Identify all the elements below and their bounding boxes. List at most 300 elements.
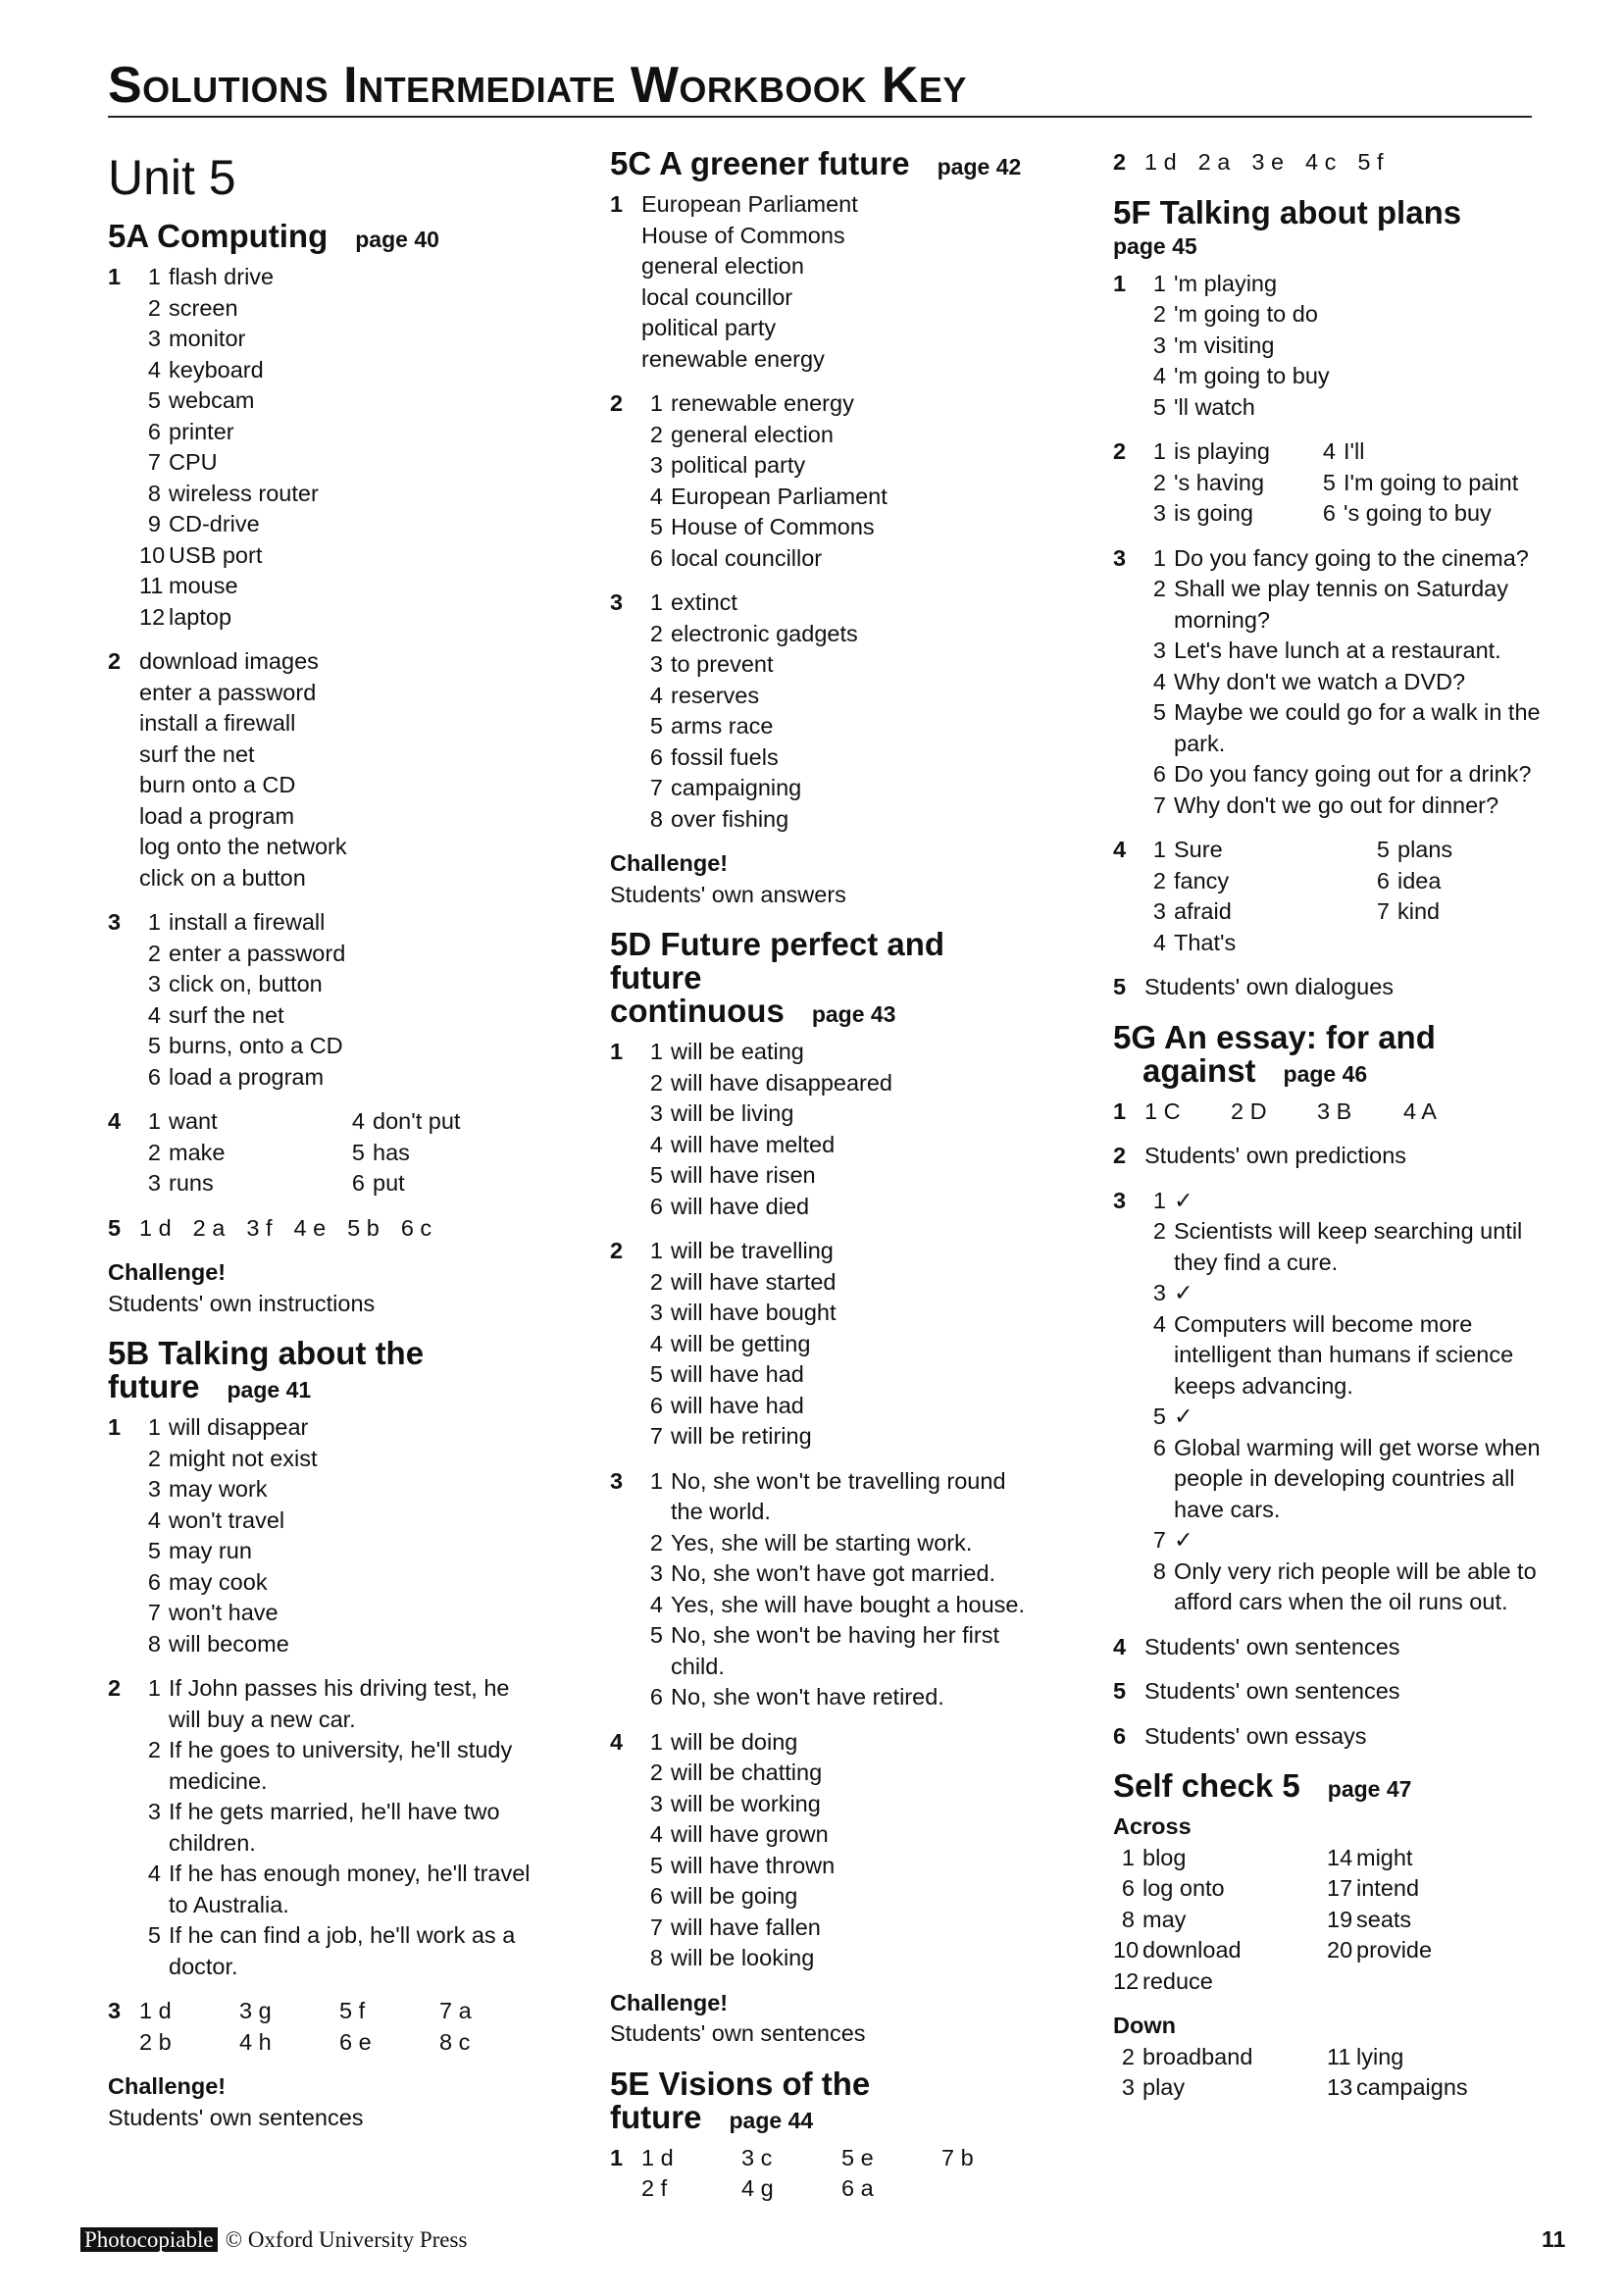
answer-item [139,293,539,325]
item-text: will have had [671,1361,804,1387]
answer-item [1144,835,1360,866]
photocopiable-badge: Photocopiable [80,2227,218,2252]
item-text: Yes, she will be starting work. [671,1529,973,1556]
answer-line: install a firewall [139,710,296,736]
item-number: 5 [147,387,161,413]
section-5c-heading: 5C A greener future page 42 [610,145,1022,181]
item-number: 8 [649,805,663,832]
item-text: will be doing [671,1728,798,1755]
ex-5g-2: 2 Students' own predictions [1113,1143,1407,1168]
ex-5b-2: 2 1 If John passes his driving test, he will buy a new car. 2 If he goes to university, he'll study medicine. 3 If he gets married, he'll have two children. 4 If he has enough money, he'll travel to Australia. 5 If he can find a job, he'll work as a doctor. [108,1673,539,1982]
item-number: 1 [649,390,663,416]
ex-5a-5: 5 1 d 2 a 3 f 4 e 5 b 6 c [108,1213,539,1245]
item-number: 6 [649,743,663,770]
answer-item [641,1528,1041,1559]
item-number: 8 [649,1945,663,1970]
column-1 [108,147,539,2147]
answer-pair: 5 b [347,1214,380,1241]
answer-item [641,1851,1041,1882]
item-number: 4 [1152,668,1166,694]
item-number: 7 [1376,898,1390,924]
ex-5c-2: 2 1 renewable energy 2 general election 3 political party 4 European Parliament 5 House of Commons 6 local councillor [610,388,1041,574]
answer-item [641,1758,1041,1789]
answer-item [1144,468,1306,499]
item-number: 12 [1113,1967,1140,1994]
page-banner-title: Solutions Intermediate Workbook Key [108,55,1532,118]
item-text: will have had [671,1392,804,1418]
item-number: 1 [649,1039,663,1064]
answer-item [641,773,1041,804]
answer-item [1144,1402,1545,1433]
answer-pair: 2 b [139,2028,172,2055]
item-text: may work [169,1476,268,1502]
ex-5g-5: 5 Students' own sentences [1113,1678,1400,1704]
answer-pair: 4 g [741,2175,774,2201]
item-text: will have risen [671,1162,816,1188]
answer-item [641,420,1041,451]
answer-line: local councillor [641,283,793,310]
answer-pair: 2 a [192,1214,226,1241]
answer-item [139,1797,539,1859]
item-number: 2 [147,940,161,966]
ex-5e-2: 2 1 d 2 a 3 e 4 c 5 f [1113,147,1545,179]
answer-item [1113,1935,1319,1966]
item-number: 5 [649,713,663,739]
answer-item [139,1474,539,1505]
answer-item [139,509,539,540]
answer-pair: 6 c [400,1214,432,1241]
item-text: over fishing [671,805,789,832]
item-number: 3 [649,452,663,478]
item-text: will become [169,1630,289,1657]
section-5g-heading: 5G An essay: for and against page 46 [1113,1018,1436,1089]
item-number: 2 [649,1529,663,1556]
item-number: 5 [649,1622,663,1648]
item-text: 's having [1174,469,1265,495]
answer-item [1144,299,1545,331]
item-number: 2 [1152,867,1166,893]
answer-pair: 3 f [246,1214,273,1241]
item-number: 3 [649,651,663,677]
answer-item [1113,1873,1319,1905]
answer-item [641,711,1041,742]
item-number: 3 [1152,500,1166,526]
item-number: 1 [649,1728,663,1755]
answer-item [641,1068,1041,1099]
item-text: Computers will become more intelligent than humans if science keeps advancing. [1174,1310,1514,1399]
answer-item [641,1943,1041,1974]
answer-item [1327,1873,1545,1905]
item-text: idea [1397,867,1442,893]
item-number: 3 [147,971,161,996]
item-number: 6 [351,1170,365,1196]
answer-item [139,939,539,970]
answer-line: log onto the network [139,834,347,859]
item-text: I'm going to paint [1344,469,1519,495]
item-number: 2 [649,421,663,447]
ex-5c-1: 1 European Parliament House of Commons general election local councillor political party renewable energy [610,189,1041,375]
answer-item [641,450,1041,482]
item-text: will be chatting [671,1760,823,1785]
answer-item [641,512,1041,543]
item-text: Why don't we watch a DVD? [1174,668,1466,694]
item-number: 7 [1152,791,1166,818]
item-number: 1 [147,909,161,935]
item-text: may cook [169,1568,268,1595]
section-5e-heading: 5E Visions of the future page 44 [610,2065,871,2135]
item-number: 8 [1152,1557,1166,1584]
section-5d-heading: 5D Future perfect and future continuous page 43 [610,926,945,1029]
answer-line: enter a password [139,679,317,705]
item-text: arms race [671,713,774,739]
answer-item [139,571,539,602]
item-text: log onto [1142,1875,1225,1901]
answer-item [1314,436,1545,468]
answer-item [1113,1966,1319,1998]
answer-pair: 2 f [641,2175,668,2201]
section-5f-heading: 5F Talking about plans page 45 [1113,193,1462,259]
item-number: 1 [147,1675,161,1701]
answer-item [641,1098,1041,1130]
answer-pair: 1 d [641,2144,674,2170]
item-number: 4 [649,682,663,708]
item-number: 4 [649,1821,663,1847]
item-text: make [169,1139,226,1165]
item-number: 4 [147,1506,161,1533]
answer-line: surf the net [139,740,255,767]
answer-pair: 2 D [1231,1097,1267,1124]
answer-line: political party [641,315,777,340]
item-number: 1 [1152,438,1166,464]
item-number: 2 [147,1737,161,1762]
answer-pair: 4 h [239,2028,272,2055]
item-text: CPU [169,449,218,475]
answer-item [1144,543,1545,575]
answer-item [139,1031,539,1062]
item-number: 5 [147,1033,161,1058]
item-text: flash drive [169,264,275,289]
item-number: 8 [147,1630,161,1657]
item-number: 1 [147,1414,161,1440]
item-text: will have disappeared [671,1069,893,1096]
item-text: European Parliament [671,483,888,509]
answer-item [139,1859,539,1920]
answer-item [139,540,539,572]
answer-item [1327,1905,1545,1936]
item-number: 6 [1152,1434,1166,1460]
answer-item [1144,574,1545,636]
answer-item [139,479,539,510]
answer-item [1327,1935,1545,1966]
item-number: 4 [649,1330,663,1356]
answer-item [139,907,539,939]
answer-item [139,602,539,634]
answer-item [1113,2072,1319,2104]
item-number: 13 [1327,2074,1353,2100]
item-number: 8 [147,480,161,506]
item-text: USB port [169,541,263,568]
answer-item [139,324,539,355]
answer-item [1144,1186,1545,1217]
item-number: 5 [147,1922,161,1948]
answer-item [1327,1843,1545,1874]
item-text: 's going to buy [1344,500,1492,526]
answer-item [1368,928,1545,959]
answer-item [1327,2072,1545,2104]
answer-item [641,388,1041,420]
item-text: 'm going to buy [1174,363,1330,388]
page-number: 11 [1542,2226,1566,2252]
item-text: CD-drive [169,511,260,536]
answer-item [641,1130,1041,1161]
item-number: 7 [1152,1527,1166,1553]
answer-item [139,262,539,293]
answer-item [641,619,1041,650]
item-number: 4 [147,1861,161,1886]
answer-item [139,1444,539,1475]
answer-item [641,1192,1041,1223]
item-text: campaigning [671,775,802,800]
answer-pair: 3 e [1251,149,1285,175]
answer-item [1144,1278,1545,1309]
item-text: don't put [373,1108,461,1134]
item-number: 6 [147,1063,161,1090]
answer-item [139,1629,539,1660]
answer-pair: 4 A [1403,1097,1437,1124]
answer-item [641,1558,1041,1590]
answer-item [1314,468,1545,499]
item-number: 2 [1152,469,1166,495]
ex-5d-4: 4 1 will be doing 2 will be chatting 3 will be working 4 will have grown 5 will have thrown 6 will be going 7 will have fallen 8 will be looking [610,1727,1041,1974]
answer-item [343,1138,539,1169]
answer-line: House of Commons [641,222,845,248]
item-number: 2 [1152,1218,1166,1244]
item-number: 5 [351,1139,365,1165]
answer-item [641,543,1041,575]
item-text: Scientists will keep searching until they find a cure. [1174,1218,1523,1275]
item-text: Do you fancy going to the cinema? [1174,544,1529,571]
item-text: will have thrown [671,1852,836,1878]
item-number: 3 [147,1799,161,1824]
answer-pair: 8 c [439,2028,471,2055]
item-number: 4 [649,1131,663,1157]
item-number: 7 [147,449,161,475]
answer-item [641,1620,1041,1682]
item-number: 5 [147,1538,161,1563]
item-number: 2 [147,1139,161,1165]
item-text: will be living [671,1100,794,1126]
item-number: 1 [1152,270,1166,296]
answer-item [139,355,539,386]
item-number: 1 [1121,1844,1135,1870]
down-list [1113,2042,1545,2104]
item-text: kind [1397,898,1441,924]
item-number: 1 [1152,837,1166,862]
item-number: 3 [1152,332,1166,358]
item-number: 8 [1121,1906,1135,1932]
item-text: will disappear [169,1414,309,1440]
item-text: ✓ [1174,1403,1193,1429]
answer-pair: 3 c [741,2144,773,2170]
item-text: will be going [671,1883,798,1909]
answer-item [139,1412,539,1444]
item-number: 4 [1152,929,1166,955]
answer-pair: 4 c [1305,149,1337,175]
item-text: Why don't we go out for dinner? [1174,791,1499,818]
answer-pair: 5 f [339,1998,366,2023]
answer-item [641,1236,1041,1267]
item-text: Sure [1174,837,1223,862]
item-number: 3 [1152,898,1166,924]
item-text: will have fallen [671,1913,821,1940]
item-text: will have bought [671,1300,837,1325]
item-text: printer [169,418,234,444]
item-text: 'm going to do [1174,301,1318,327]
item-number: 14 [1327,1844,1353,1870]
answer-item [1113,1843,1319,1874]
challenge-5a: Challenge! Students' own instructions [108,1259,376,1316]
item-number: 6 [147,418,161,444]
answer-item [641,1819,1041,1851]
item-number: 4 [147,356,161,383]
item-number: 17 [1327,1875,1353,1901]
answer-item [139,1106,335,1138]
answer-pair: 5 f [1357,149,1384,175]
item-number: 2 [1152,301,1166,327]
item-text: fossil fuels [671,743,779,770]
answer-line: European Parliament [641,191,858,217]
answer-pair: 7 a [439,1998,472,2023]
answer-item [641,681,1041,712]
item-text: If he has enough money, he'll travel to Australia. [169,1861,531,1917]
ex-5g-6: 6 Students' own essays [1113,1722,1367,1749]
item-text: ✓ [1174,1280,1193,1305]
item-text: extinct [671,589,737,615]
item-text: ✓ [1174,1527,1193,1553]
item-number: 3 [649,1560,663,1586]
item-number: 5 [649,1852,663,1878]
item-number: 1 [1152,544,1166,571]
item-text: might not exist [169,1445,318,1471]
answer-item [641,1329,1041,1360]
answer-pair: 5 e [841,2144,874,2170]
item-text: will be looking [671,1945,815,1970]
ex-5f-4: 4 1 Sure 5 plans 2 fancy 6 idea 3 afraid 7 kind 4 That's [1113,835,1545,958]
item-text: 'm playing [1174,270,1278,296]
footer-copyright: Photocopiable © Oxford University Press [80,2224,467,2256]
item-text: enter a password [169,940,346,966]
item-text: will be retiring [671,1423,812,1449]
answer-item [1144,1525,1545,1556]
answer-item [139,1505,539,1537]
answer-item [641,742,1041,774]
item-text: If John passes his driving test, he will buy a new car. [169,1675,510,1732]
answer-pair: 2 a [1197,149,1231,175]
item-text: mouse [169,573,238,598]
item-text: fancy [1174,867,1230,893]
item-text: No, she won't have retired. [671,1684,944,1709]
item-number: 2 [1152,576,1166,601]
ex-5f-3: 3 1 Do you fancy going to the cinema? 2 Shall we play tennis on Saturday morning? 3 Let's have lunch at a restaurant. 4 Why don't we watch a DVD? 5 Maybe we could go for a walk in the park. 6 Do you fancy going out for a drink? 7 Why don't we go out for dinner? [1113,543,1545,822]
section-selfcheck-heading: Self check 5 page 47 [1113,1767,1412,1804]
ex-5d-3: 3 1 No, she won't be travelling round the world. 2 Yes, she will be starting work. 3 No, she won't have got married. 4 Yes, she will have bought a house. 5 No, she won't be having her first child. 6 No, she won't have retired. [610,1466,1041,1713]
column-2 [610,147,1041,2219]
item-text: may [1142,1906,1187,1932]
item-text: No, she won't be having her first child. [671,1622,999,1679]
answer-item [641,1160,1041,1192]
item-text: will have died [671,1193,810,1219]
item-text: is playing [1174,438,1270,464]
item-number: 2 [649,1069,663,1096]
item-number: 4 [1152,1310,1166,1337]
ex-5d-2: 2 1 will be travelling 2 will have started 3 will have bought 4 will be getting 5 will have had 6 will have had 7 will be retiring [610,1236,1041,1453]
item-text: will be getting [671,1330,811,1356]
item-text: 'm visiting [1174,332,1275,358]
answer-line: download images [139,648,319,674]
answer-item [1144,866,1360,897]
answer-item [139,969,539,1000]
answer-item [1327,1966,1545,1998]
section-5b-heading: 5B Talking about the future page 41 [108,1335,425,1404]
answer-line: general election [641,253,804,279]
item-number: 19 [1327,1906,1353,1932]
item-number: 1 [1152,1187,1166,1213]
answer-item [1327,2042,1545,2073]
item-text: click on, button [169,971,323,996]
item-text: surf the net [169,1001,284,1028]
item-text: might [1356,1844,1413,1870]
item-number: 3 [649,1300,663,1325]
answer-item [1144,392,1545,424]
answer-item [641,1466,1041,1528]
answer-item [139,417,539,448]
ex-5b-1: 1 1 will disappear 2 might not exist 3 may work 4 won't travel 5 may run 6 may cook 7 won't have 8 will become [108,1412,539,1659]
item-number: 6 [1322,500,1336,526]
answer-line: load a program [139,802,295,829]
answer-item [1144,1309,1545,1403]
item-number: 3 [649,1100,663,1126]
item-number: 6 [1121,1875,1135,1901]
answer-item [1368,896,1545,928]
ex-5e-1: 1 1 d 3 c 5 e 7 b 2 f 4 g 6 a [610,2143,1041,2205]
answer-item [139,1168,335,1199]
item-number: 7 [147,1600,161,1625]
item-number: 3 [649,1790,663,1816]
item-number: 6 [147,1568,161,1595]
item-text: webcam [169,387,255,413]
item-text: If he gets married, he'll have two children. [169,1799,500,1856]
answer-item [1144,667,1545,698]
item-number: 3 [147,326,161,351]
item-number: 4 [1152,363,1166,388]
item-number: 20 [1327,1937,1353,1963]
item-text: reserves [671,682,760,708]
item-text: is going [1174,500,1253,526]
answer-item [1314,498,1545,530]
answer-item [343,1168,539,1199]
answer-item [343,1106,539,1138]
ex-5a-4: 4 1 want 4 don't put 2 make 5 has 3 runs 6 put [108,1106,539,1199]
item-text: reduce [1142,1967,1213,1994]
answer-line: click on a button [139,864,306,891]
answer-item [1144,361,1545,392]
item-text: won't travel [169,1506,285,1533]
item-number: 4 [649,483,663,509]
answer-pair: 3 g [239,1998,272,2023]
item-text: install a firewall [169,909,326,935]
ex-5f-1: 1 1 'm playing 2 'm going to do 3 'm visiting 4 'm going to buy 5 'll watch [1113,269,1545,424]
ex-5b-3: 3 1 d 3 g 5 f 7 a 2 b 4 h 6 e 8 c [108,1996,539,2058]
